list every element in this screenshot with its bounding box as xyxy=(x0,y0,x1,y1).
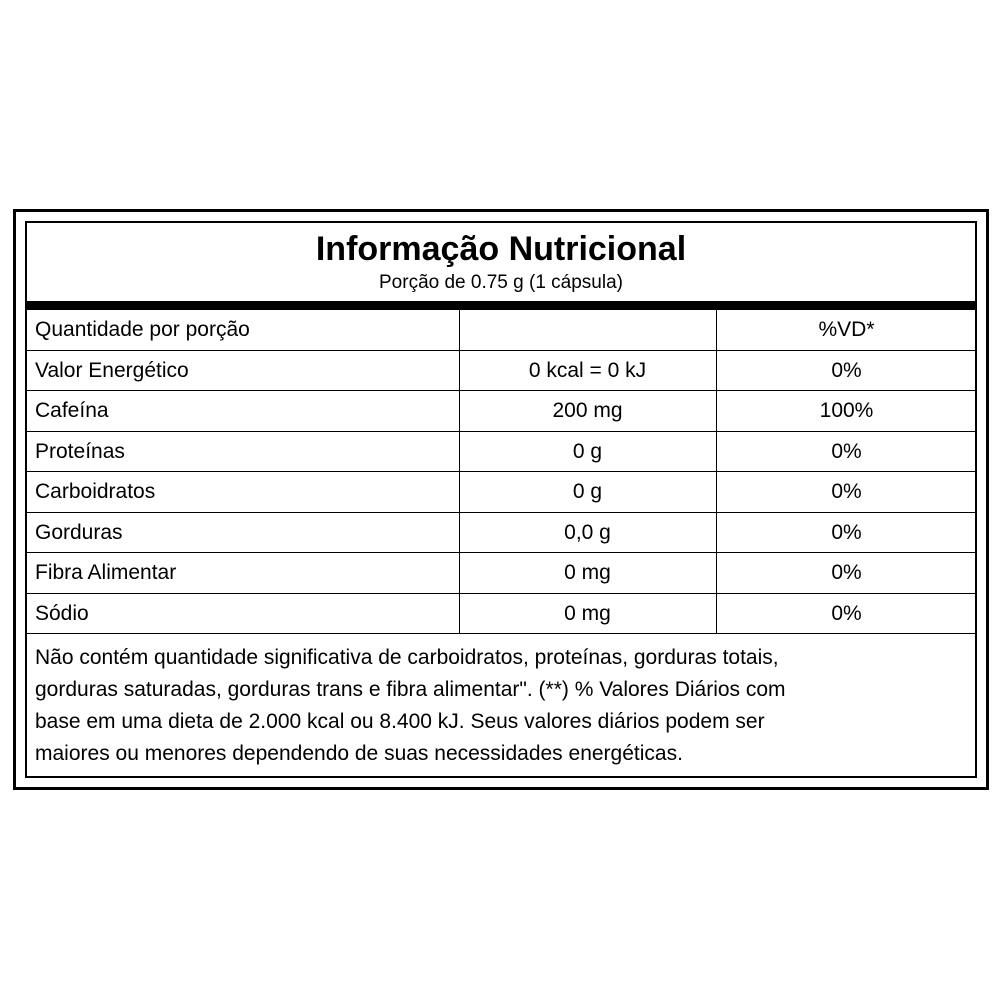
nutrient-daily-value: 0% xyxy=(716,593,977,633)
nutrient-name: Cafeína xyxy=(27,391,459,432)
nutrient-name: Carboidratos xyxy=(27,472,459,513)
footnote xyxy=(27,633,975,770)
footnote-line: gorduras saturadas, gorduras trans e fibra alimentar". (**) % Valores Diários com xyxy=(35,678,786,701)
label-title: Informação Nutricional xyxy=(315,230,687,268)
table-row xyxy=(27,512,977,553)
nutrient-amount: 0 g xyxy=(459,472,716,513)
nutrient-name: Sódio xyxy=(27,593,459,633)
nutrient-amount: 0 g xyxy=(459,431,716,472)
table-row xyxy=(27,350,977,391)
table-header-row xyxy=(27,310,977,350)
nutrient-amount: 0 mg xyxy=(459,553,716,594)
header-divider xyxy=(27,301,975,310)
nutrition-facts-inner-frame xyxy=(25,221,977,778)
nutrient-daily-value: 0% xyxy=(716,431,977,472)
footnote-line: maiores ou menores dependendo de suas necessidades energéticas. xyxy=(35,742,683,765)
column-header-amount xyxy=(459,310,716,350)
label-header xyxy=(27,223,975,301)
nutrient-daily-value: 0% xyxy=(716,553,977,594)
nutrition-facts-label xyxy=(13,209,989,790)
nutrient-amount: 0 mg xyxy=(459,593,716,633)
table-row xyxy=(27,472,977,513)
nutrient-name: Valor Energético xyxy=(27,350,459,391)
nutrient-daily-value: 0% xyxy=(716,512,977,553)
footnote-line: base em uma dieta de 2.000 kcal ou 8.400 kJ. Seus valores diários podem ser xyxy=(35,710,765,733)
column-header-quantity: Quantidade por porção xyxy=(27,310,459,350)
nutrient-daily-value: 0% xyxy=(716,350,977,391)
nutrient-name: Proteínas xyxy=(27,431,459,472)
nutrient-name: Gorduras xyxy=(27,512,459,553)
table-row xyxy=(27,593,977,633)
table-row xyxy=(27,391,977,432)
nutrient-amount: 0,0 g xyxy=(459,512,716,553)
column-header-daily-value: %VD* xyxy=(818,318,875,342)
serving-size: Porção de 0.75 g (1 cápsula) xyxy=(379,272,623,293)
table-row xyxy=(27,431,977,472)
nutrient-amount: 200 mg xyxy=(459,391,716,432)
nutrient-name: Fibra Alimentar xyxy=(27,553,459,594)
nutrient-amount: 0 kcal = 0 kJ xyxy=(459,350,716,391)
footnote-line: Não contém quantidade significativa de carboidratos, proteínas, gorduras totais, xyxy=(35,646,779,669)
table-row xyxy=(27,553,977,594)
nutrition-table xyxy=(27,310,977,633)
nutrient-daily-value: 0% xyxy=(716,472,977,513)
nutrient-daily-value: 100% xyxy=(716,391,977,432)
